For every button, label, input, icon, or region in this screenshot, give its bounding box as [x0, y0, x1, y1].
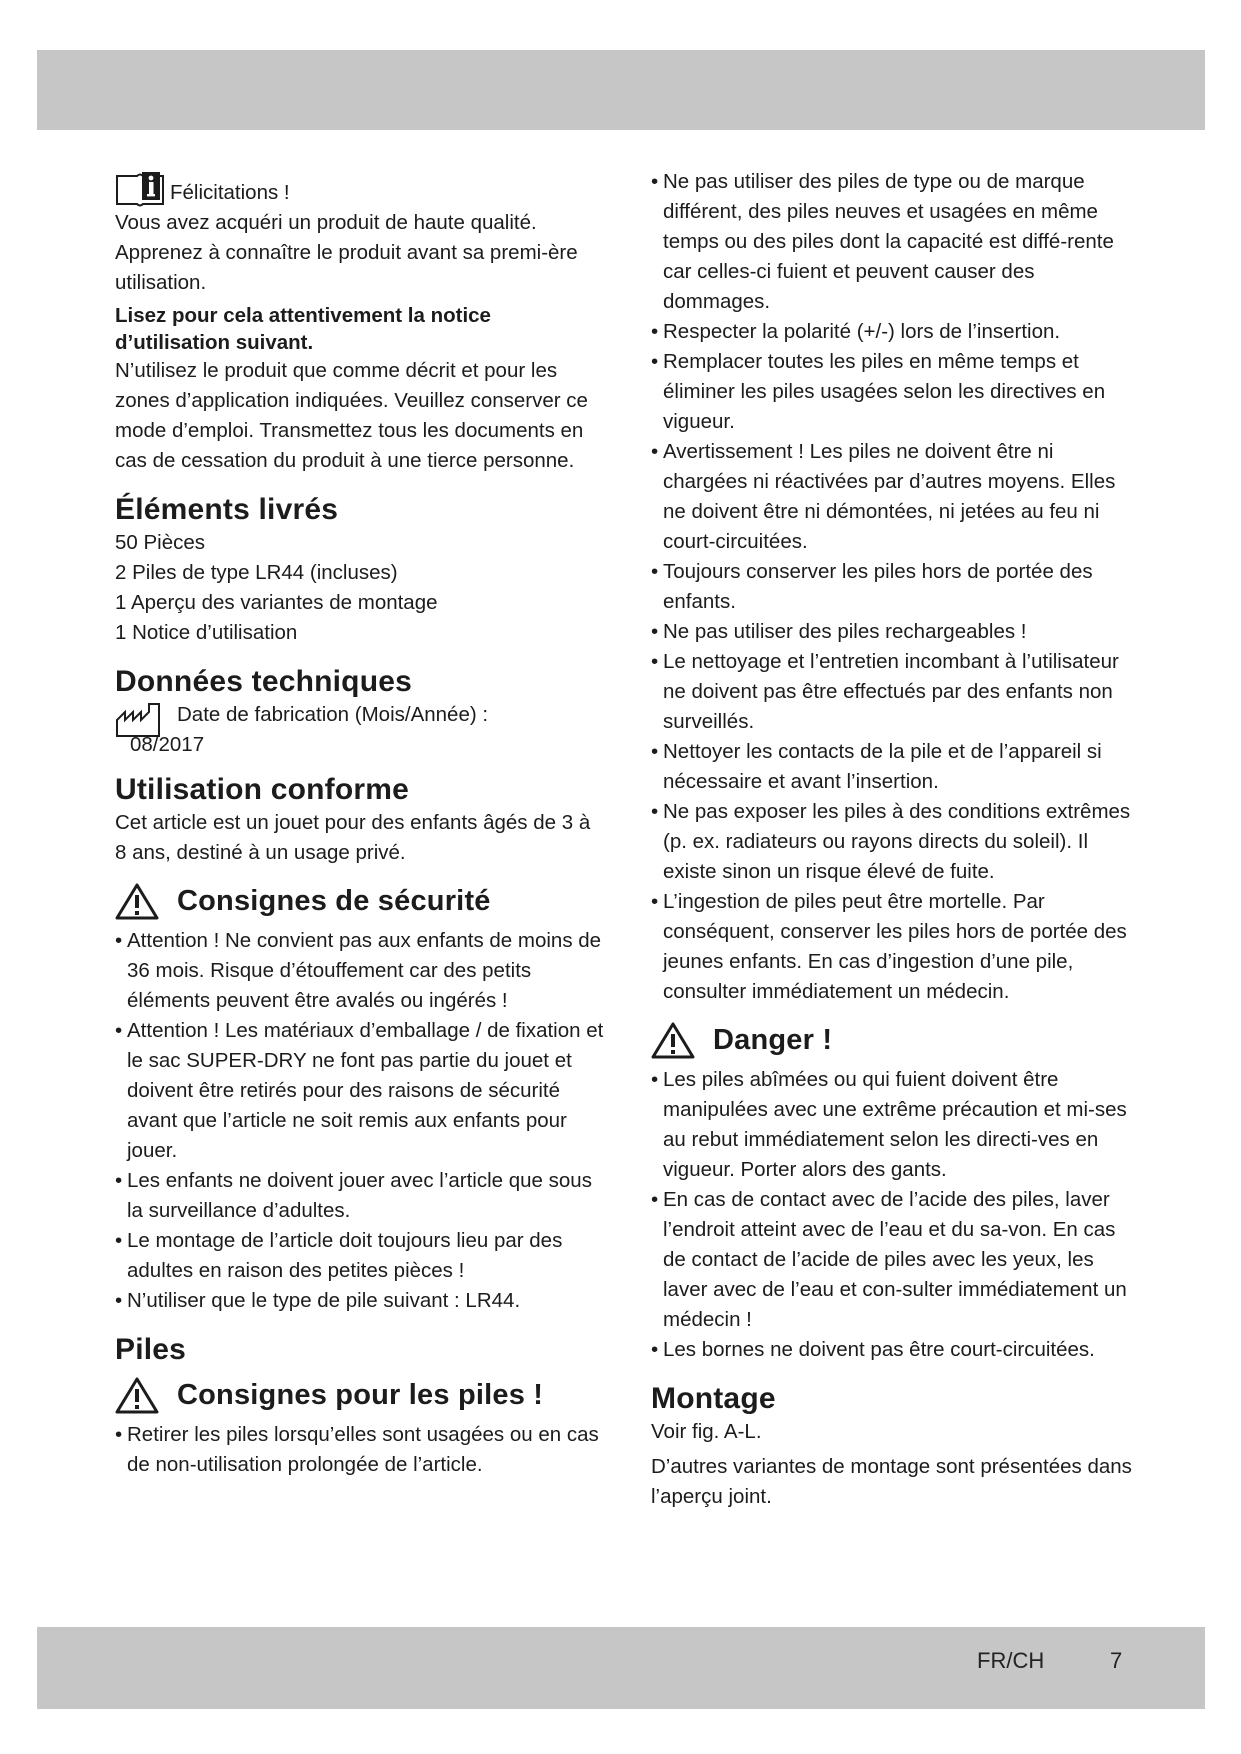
intro-body-2: N’utilisez le produit que comme décrit et pour les zones d’application indiquées. Veuillez conserver ce mode d’emploi. Transmettez tous les documents en cas de cessation du produit à une tierce personne. — [115, 359, 588, 472]
right-column — [651, 167, 1141, 1512]
battery-notes-list — [115, 1420, 605, 1480]
footer-language: FR/CH — [977, 1648, 1045, 1673]
battery-notes-heading — [115, 1376, 605, 1414]
intro-title: Félicitations ! — [170, 181, 290, 204]
date-label: Date de fabrication (Mois/Année) : — [177, 703, 489, 726]
warning-icon — [115, 1376, 159, 1414]
danger-list — [651, 1065, 1141, 1365]
warning-icon — [651, 1021, 695, 1059]
list-item: • Attention ! Les matériaux d’emballage / de fixation et le sac SUPER-DRY ne font pas partie du jouet et doivent être retirés pour des raisons de sécurité avant que l’article ne soit remis aux enfants pour jouer. — [115, 1016, 605, 1166]
list-item: • Ne pas utiliser des piles rechargeables ! — [651, 617, 1141, 647]
warning-icon — [115, 882, 159, 920]
delivered-item: 50 Pièces — [115, 531, 206, 554]
battery-list — [651, 167, 1141, 1007]
list-item: • Ne pas utiliser des piles de type ou de marque différent, des piles neuves et usagées en même temps ou des piles dont la capacité est diffé-rente car celles-ci fuient et peuvent causer des dommages. — [651, 167, 1141, 317]
date-value: 08/2017 — [130, 733, 205, 756]
list-item: • Les bornes ne doivent pas être court-circuitées. — [651, 1335, 1141, 1365]
list-item: • Ne pas exposer les piles à des conditions extrêmes (p. ex. radiateurs ou rayons directs du soleil). Il existe sinon un risque élevé de fuite. — [651, 797, 1141, 887]
list-item: • Respecter la polarité (+/-) lors de l’insertion. — [651, 317, 1141, 347]
assembly-body: D’autres variantes de montage sont présentées dans l’aperçu joint. — [651, 1455, 1132, 1508]
safety-list — [115, 926, 605, 1316]
danger-heading — [651, 1021, 1141, 1059]
delivered-item: 1 Notice d’utilisation — [115, 621, 298, 644]
list-item: • N’utiliser que le type de pile suivant : LR44. — [115, 1286, 605, 1316]
assembly-title: Montage — [651, 1382, 776, 1415]
list-item: • Le nettoyage et l’entretien incombant à l’utilisateur ne doivent pas être effectués par des enfants non surveillés. — [651, 647, 1141, 737]
assembly-ref: Voir fig. A-L. — [651, 1420, 762, 1443]
list-item: • Retirer les piles lorsqu’elles sont usagées ou en cas de non-utilisation prolongée de l’article. — [115, 1420, 605, 1480]
intro-bold-note: Lisez pour cela attentivement la notice d’utilisation suivant. — [115, 304, 491, 354]
battery-notes-title: Consignes pour les piles ! — [177, 1379, 544, 1411]
list-item: • En cas de contact avec de l’acide des piles, laver l’endroit atteint avec de l’eau et du sa-von. En cas de contact de l’acide de piles avec les yeux, les laver avec de l’eau et con-sulter immédiatement un médecin ! — [651, 1185, 1141, 1335]
delivered-item: 2 Piles de type LR44 (incluses) — [115, 561, 398, 584]
use-body: Cet article est un jouet pour des enfants âgés de 3 à 8 ans, destiné à un usage privé. — [115, 811, 591, 864]
list-item: • Nettoyer les contacts de la pile et de l’appareil si nécessaire et avant l’insertion. — [651, 737, 1141, 797]
safety-title: Consignes de sécurité — [177, 885, 491, 917]
left-column — [115, 170, 605, 1480]
safety-heading — [115, 882, 605, 920]
list-item: • Les enfants ne doivent jouer avec l’article que sous la surveillance d’adultes. — [115, 1166, 605, 1226]
list-item: • Le montage de l’article doit toujours lieu par des adultes en raison des petites pièces ! — [115, 1226, 605, 1286]
intro-body: Vous avez acquéri un produit de haute qualité. Apprenez à connaître le produit avant sa premi-ère utilisation. — [115, 211, 578, 294]
delivered-item: 1 Aperçu des variantes de montage — [115, 591, 438, 614]
list-item: • L’ingestion de piles peut être mortelle. Par conséquent, conserver les piles hors de portée des jeunes enfants. En cas d’ingestion d’une pile, consulter immédiatement un médecin. — [651, 887, 1141, 1007]
danger-title: Danger ! — [713, 1024, 833, 1056]
list-item: • Les piles abîmées ou qui fuient doivent être manipulées avec une extrême précaution et mi-ses au rebut immédiatement selon les directi-ves en vigueur. Porter alors des gants. — [651, 1065, 1141, 1185]
delivered-title: Éléments livrés — [115, 493, 339, 526]
intro-heading — [115, 170, 605, 208]
header-band — [37, 50, 1205, 130]
batteries-title: Piles — [115, 1333, 187, 1366]
tech-title: Données techniques — [115, 665, 412, 698]
list-item: • Avertissement ! Les piles ne doivent être ni chargées ni réactivées par d’autres moyens. Elles ne doivent être ni démontées, ni jetées au feu ni court-circuitées. — [651, 437, 1141, 557]
page-number: 7 — [1110, 1648, 1123, 1673]
book-info-icon — [115, 170, 165, 208]
manufacture-date — [115, 700, 605, 762]
use-title: Utilisation conforme — [115, 773, 410, 806]
list-item: • Remplacer toutes les piles en même temps et éliminer les piles usagées selon les directives en vigueur. — [651, 347, 1141, 437]
list-item: • Toujours conserver les piles hors de portée des enfants. — [651, 557, 1141, 617]
list-item: • Attention ! Ne convient pas aux enfants de moins de 36 mois. Risque d’étouffement car des petits éléments peuvent être avalés ou ingérés ! — [115, 926, 605, 1016]
